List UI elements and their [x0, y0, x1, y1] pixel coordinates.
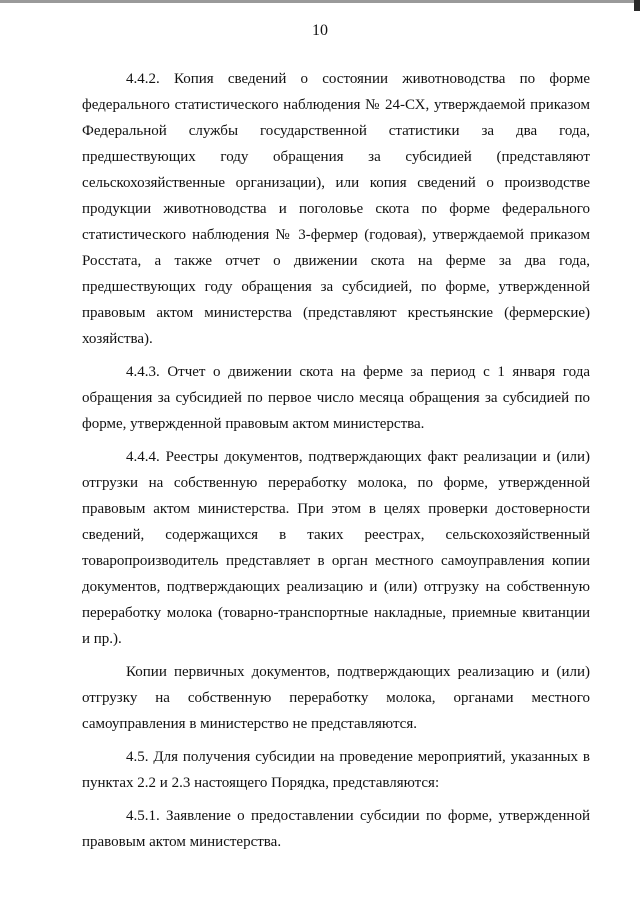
paragraph-4-4-3: 4.4.3. Отчет о движении скота на ферме за период с 1 января года обращения за субсидией по первое число месяца обращения за субсидией по форме, утвержденной правовым актом министерства.	[82, 364, 590, 432]
document-body	[82, 66, 590, 862]
paragraph-4-4-2: 4.4.2. Копия сведений о состоянии животноводства по форме федерального статистического наблюдения № 24-СХ, утверждаемой приказом Федеральной службы государственной статистики за два года, предшествующих году обращения за субсидией (представляют сельскохозяйственные организации), или копия сведений о производстве продукции животноводства и поголовье скота по форме федерального статистического наблюдения № 3-фермер (годовая), утверждаемой приказом Росстата, а также отчет о движении скота на ферме за два года, предшествующих году обращения за субсидией, по форме, утвержденной правовым актом министерства (представляют крестьянские (фермерские) хозяйства).	[82, 71, 590, 347]
paragraph-4-4-4: 4.4.4. Реестры документов, подтверждающих факт реализации и (или) отгрузки на собственную переработку молока, по форме, утвержденной правовым актом министерства. При этом в целях проверки достоверности сведений, содержащихся в таких реестрах, сельскохозяйственный товаропроизводитель представляет в орган местного самоуправления копии документов, подтверждающих реализацию и (или) отгрузку на собственную переработку молока (товарно-транспортные накладные, приемные квитанции и пр.).	[82, 449, 590, 647]
paragraph-4-5-1: 4.5.1. Заявление о предоставлении субсидии по форме, утвержденной правовым актом министерства.	[82, 808, 590, 850]
paragraph-4-5: 4.5. Для получения субсидии на проведение мероприятий, указанных в пунктах 2.2 и 2.3 настоящего Порядка, представляются:	[82, 749, 590, 791]
scan-top-edge	[0, 0, 640, 3]
page-number: 10	[312, 22, 328, 39]
paragraph-primary-documents: Копии первичных документов, подтверждающих реализацию и (или) отгрузку на собственную переработку молока, органами местного самоуправления в министерство не представляются.	[82, 664, 590, 732]
scan-corner-mark	[634, 0, 640, 11]
